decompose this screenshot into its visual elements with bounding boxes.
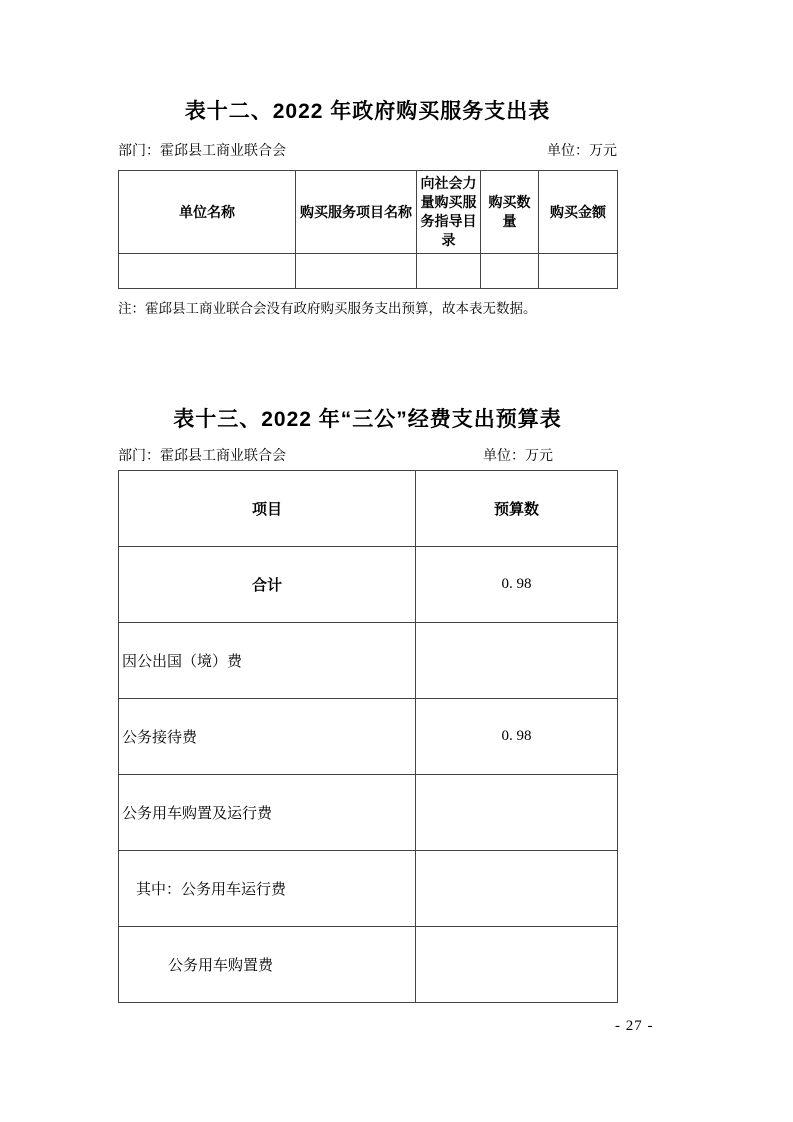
table13-col-budget: 预算数: [416, 471, 618, 547]
table13-row-vehicle-total: [119, 775, 618, 851]
page-number: - 27 -: [615, 1018, 654, 1034]
table12-empty-row: [119, 254, 618, 289]
table12-cell: [296, 254, 417, 289]
table13-item-value: [416, 775, 618, 851]
table12-col-purchase-amount: 购买金额: [539, 171, 618, 254]
table13-item-label: 公务用车购置及运行费: [119, 775, 416, 851]
table12-header-row: [119, 171, 618, 254]
table12-department-label: 部门：霍邱县工商业联合会: [118, 144, 286, 159]
table13-department-label: 部门：霍邱县工商业联合会: [118, 449, 286, 464]
table12-meta-row: [118, 143, 617, 161]
table13-title: 表十三、2022 年“三公”经费支出预算表: [173, 408, 562, 431]
table12-unit-label: 单位：万元: [547, 144, 617, 159]
table13-row-vehicle-operation: [119, 851, 618, 927]
table12-cell: [539, 254, 618, 289]
table13-meta-row: [118, 448, 617, 466]
table13-item-value: [416, 927, 618, 1003]
table13-item-label: 其中：公务用车运行费: [119, 851, 416, 927]
table12-col-project-name: 购买服务项目名称: [296, 171, 417, 254]
table12-cell: [417, 254, 481, 289]
table12-title: 表十二、2022 年政府购买服务支出表: [184, 100, 551, 123]
table12-cell: [119, 254, 296, 289]
table13-item-label: 因公出国（境）费: [119, 623, 416, 699]
table13-col-item: 项目: [119, 471, 416, 547]
table12-cell: [481, 254, 539, 289]
table13-item-label: 公务用车购置费: [119, 927, 416, 1003]
table12-col-unit-name: 单位名称: [119, 171, 296, 254]
table13-item-value: 0. 98: [416, 699, 618, 775]
table13-item-label: 公务接待费: [119, 699, 416, 775]
table13-item-value: 0. 98: [416, 547, 618, 623]
table13-header-row: [119, 471, 618, 547]
table13-item-value: [416, 623, 618, 699]
table13-row-total: [119, 547, 618, 623]
table13-row-reception: [119, 699, 618, 775]
table13-unit-label: 单位：万元: [483, 449, 553, 464]
table12: [118, 170, 618, 289]
table12-col-purchase-quantity: 购买数量: [481, 171, 539, 254]
table12-note: 注：霍邱县工商业联合会没有政府购买服务支出预算，故本表无数据。: [118, 301, 537, 316]
table13: [118, 470, 618, 1003]
table13-row-vehicle-purchase: [119, 927, 618, 1003]
table13-item-value: [416, 851, 618, 927]
table13-row-abroad: [119, 623, 618, 699]
table13-item-label: 合计: [119, 547, 416, 623]
table12-col-guidance-catalog: 向社会力量购买服务指导目录: [417, 171, 481, 254]
